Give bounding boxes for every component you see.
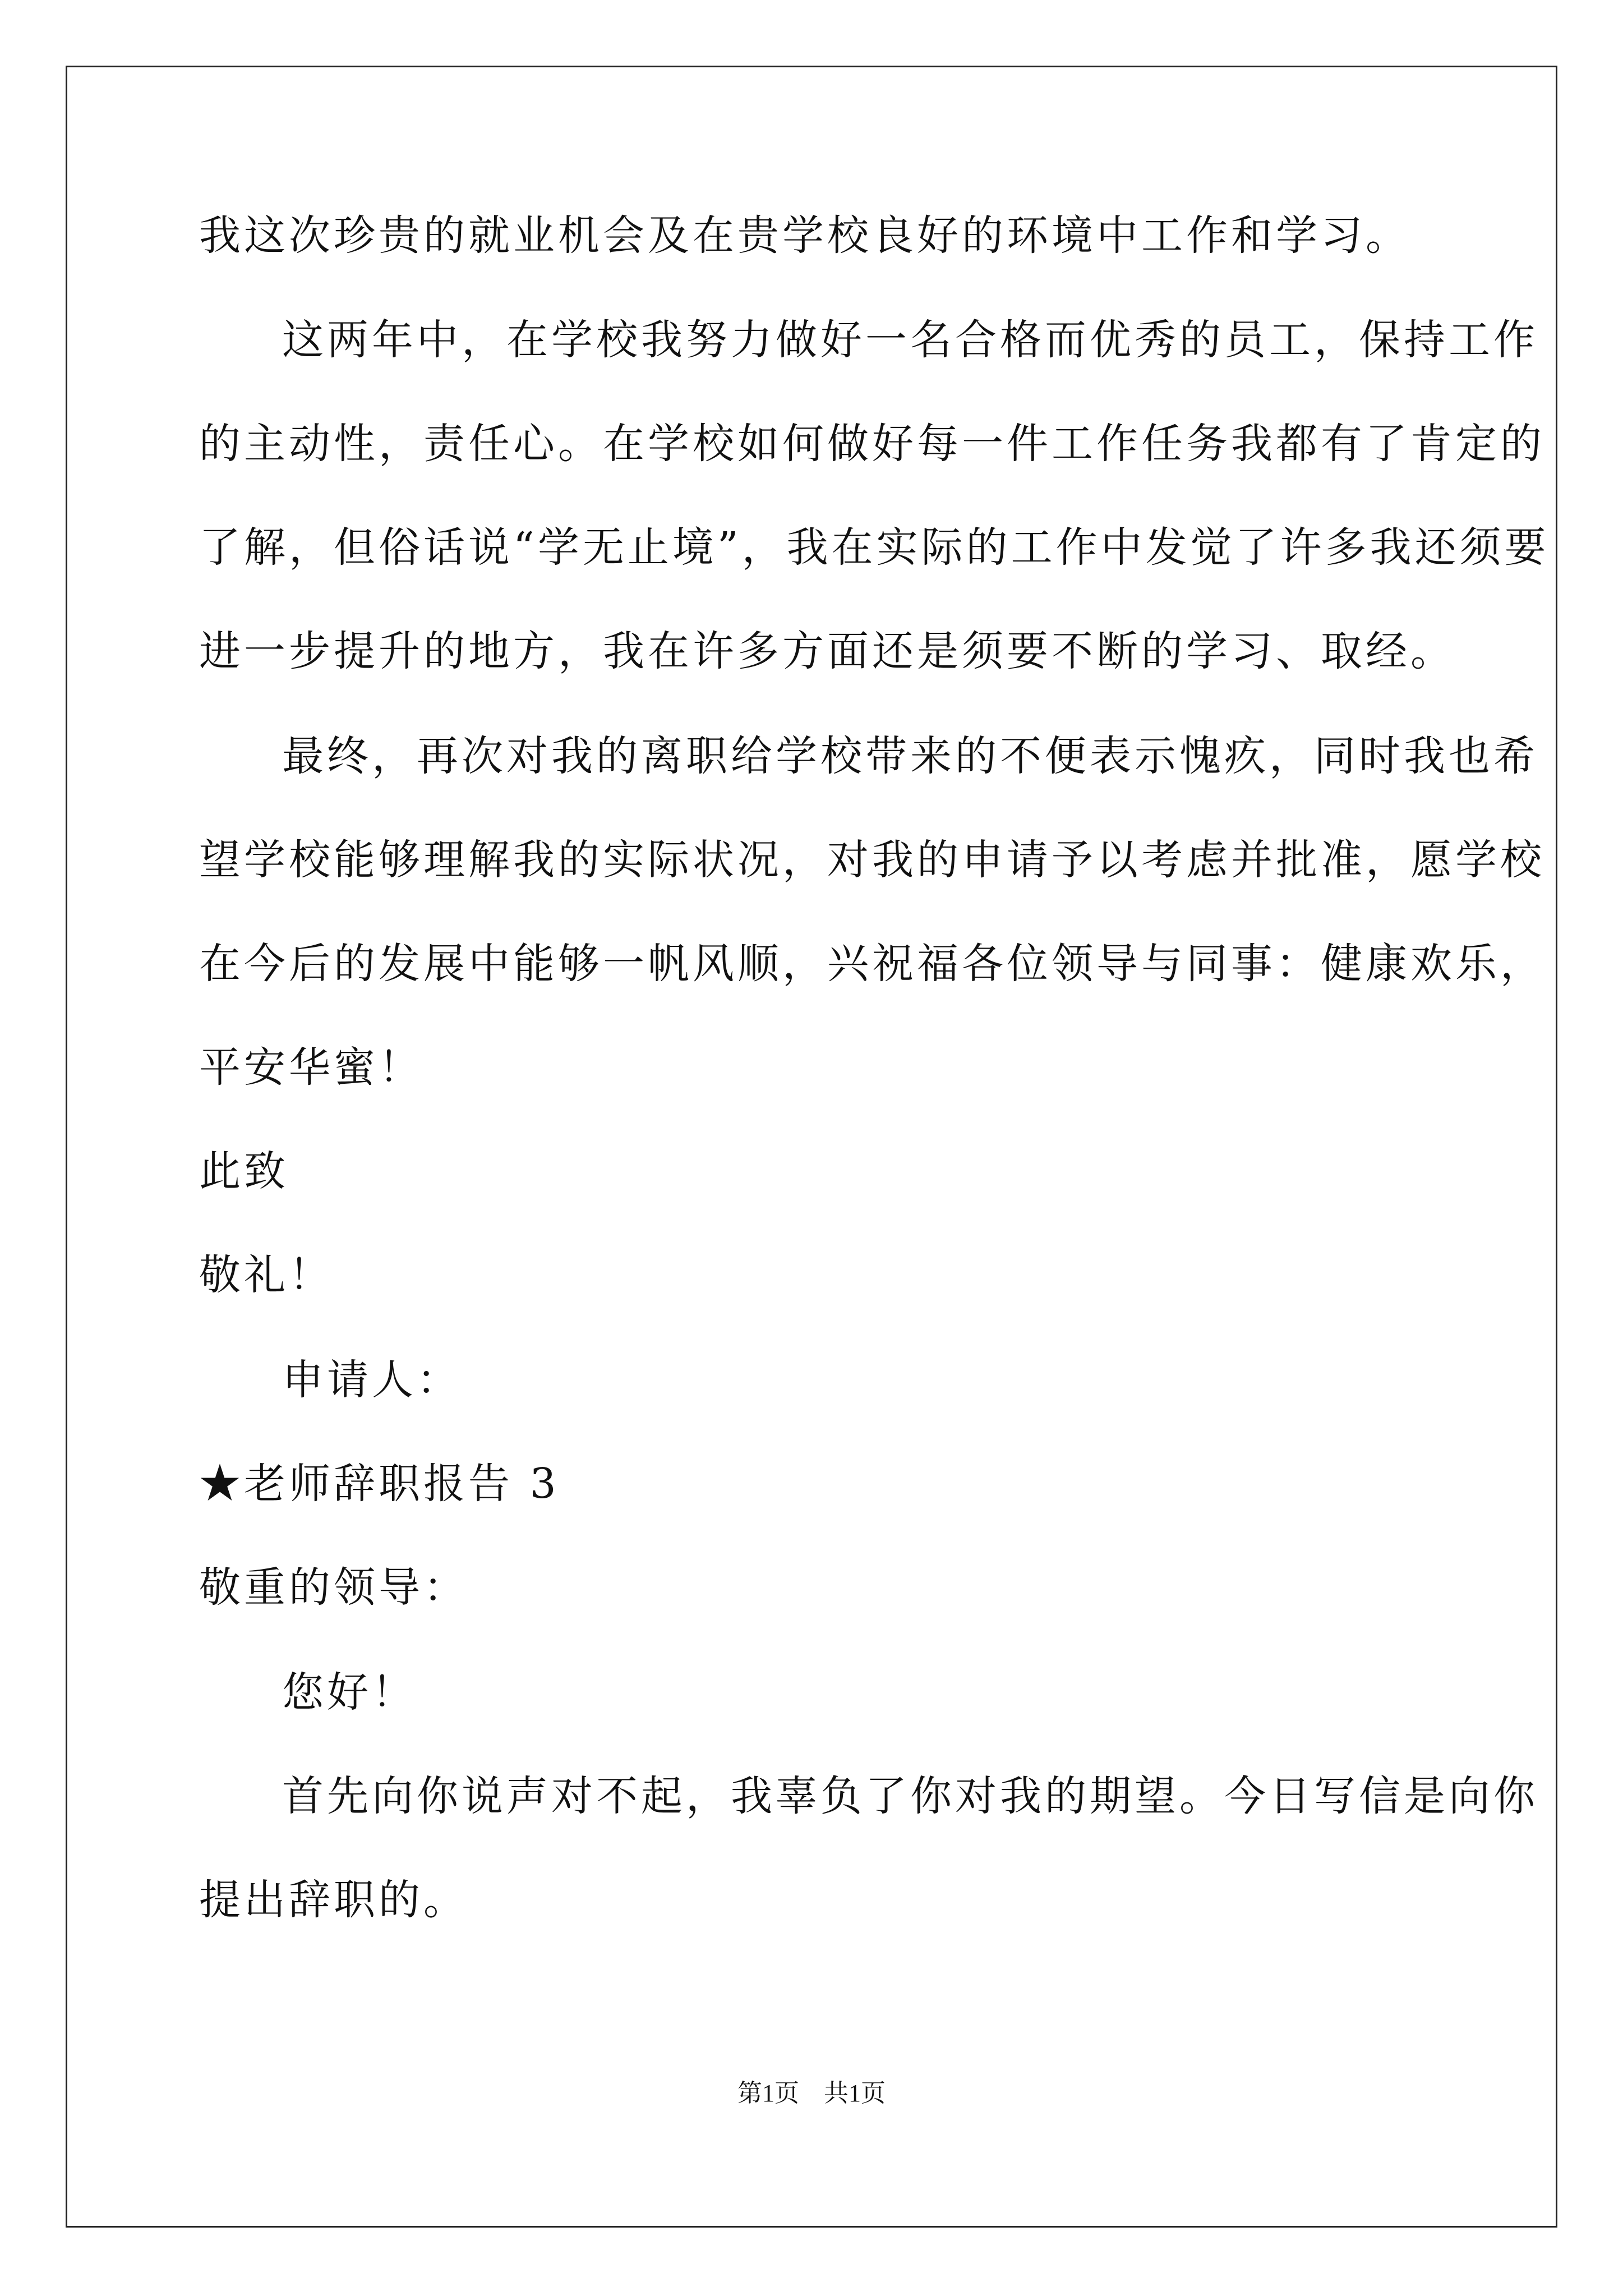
text-line: 在今后的发展中能够一帆风顺，兴祝福各位领导与同事：健康欢乐， — [199, 940, 1545, 988]
closing-salutation: 此致 — [199, 1147, 289, 1195]
greeting: 敬重的领导： — [199, 1563, 468, 1612]
text-line: 了解，但俗话说“学无止境”，我在实际的工作中发觉了许多我还须要 — [199, 523, 1550, 572]
text-line: 首先向你说声对不起，我辜负了你对我的期望。今日写信是向你 — [282, 1772, 1538, 1820]
text-line: 进一步提升的地方，我在许多方面还是须要不断的学习、取经。 — [199, 627, 1455, 675]
closing-salutation: 敬礼！ — [199, 1251, 334, 1299]
applicant-signature-label: 申请人： — [282, 1356, 462, 1404]
text-line: 这两年中，在学校我努力做好一名合格而优秀的员工，保持工作 — [282, 316, 1538, 364]
page-number: 第1页 共1页 — [737, 2079, 886, 2107]
text-line: 我这次珍贵的就业机会及在贵学校良好的环境中工作和学习。 — [199, 211, 1410, 260]
text-line: 最终，再次对我的离职给学校带来的不便表示愧疚，同时我也希 — [282, 732, 1538, 780]
section-heading: ★老师辞职报告 3 — [199, 1460, 560, 1508]
text-line: 的主动性，责任心。在学校如何做好每一件工作任务我都有了肯定的 — [199, 420, 1545, 468]
text-line: 望学校能够理解我的实际状况，对我的申请予以考虑并批准，愿学校 — [199, 836, 1545, 884]
text-line: 提出辞职的。 — [199, 1876, 468, 1924]
greeting: 您好！ — [282, 1668, 417, 1717]
text-line: 平安华蜜！ — [199, 1043, 423, 1092]
